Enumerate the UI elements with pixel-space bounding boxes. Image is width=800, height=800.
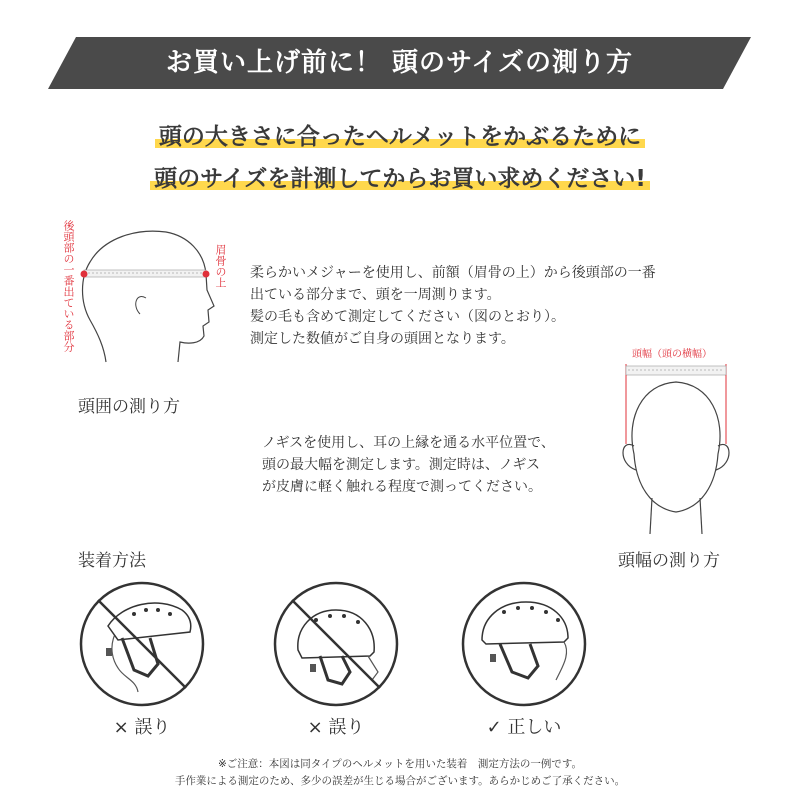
lead-line-1-text: 頭の大きさに合ったヘルメットをかぶるために bbox=[155, 124, 645, 150]
verdict-wrong-2: × 誤り bbox=[307, 717, 365, 738]
wearing-heading: 装着方法 bbox=[78, 551, 146, 571]
label-head-width: 頭幅（頭の横幅） bbox=[632, 349, 712, 360]
verdict-wrong-1: × 誤り bbox=[113, 717, 171, 738]
width-line: 頭の最大幅を測定します。測定時は、ノギス bbox=[262, 457, 541, 473]
head-front-view-icon bbox=[612, 358, 752, 538]
circumference-line: 髪の毛も含めて測定してください（図のとおり）。 bbox=[250, 309, 565, 325]
note-line-2: 手作業による測定のため、多少の誤差が生じる場合がございます。あらかじめご了承ください。 bbox=[174, 775, 626, 787]
width-description bbox=[262, 432, 612, 498]
lead-line-1 bbox=[0, 118, 800, 151]
lead-line-2-text: 頭のサイズを計測してからお買い求めください! bbox=[150, 166, 650, 192]
width-caption: 頭幅の測り方 bbox=[618, 551, 720, 571]
width-line: が皮膚に軽く触れる程度で測ってください。 bbox=[262, 479, 542, 495]
circumference-line: 測定した数値がご自身の頭囲となります。 bbox=[250, 331, 515, 347]
circumference-line: 柔らかいメジャーを使用し、前額（眉骨の上）から後頭部の一番 bbox=[250, 265, 656, 281]
circumference-description bbox=[250, 262, 730, 350]
helmet-tilted-forward-crossed-icon bbox=[272, 580, 400, 708]
banner-title: お買い上げ前に！ 頭のサイズの測り方 bbox=[166, 48, 633, 78]
title-banner bbox=[48, 37, 751, 89]
helmet-correct-icon bbox=[460, 580, 588, 708]
width-line: ノギスを使用し、耳の上縁を通る水平位置で、 bbox=[262, 435, 555, 451]
verdict-correct: ✓ 正しい bbox=[486, 717, 562, 738]
label-back-of-head: 後頭部の一番出ている部分 bbox=[62, 220, 75, 352]
helmet-tilted-back-crossed-icon bbox=[78, 580, 206, 708]
circumference-line: 出ている部分まで、頭を一周測ります。 bbox=[250, 287, 501, 303]
circumference-caption: 頭囲の測り方 bbox=[78, 397, 180, 417]
note-line-1: ※ご注意：本図は同タイプのヘルメットを用いた装着 測定方法の一例です。 bbox=[217, 758, 583, 770]
label-brow: 眉骨の上 bbox=[214, 244, 227, 288]
head-side-profile-icon bbox=[76, 222, 226, 372]
lead-line-2 bbox=[0, 160, 800, 193]
